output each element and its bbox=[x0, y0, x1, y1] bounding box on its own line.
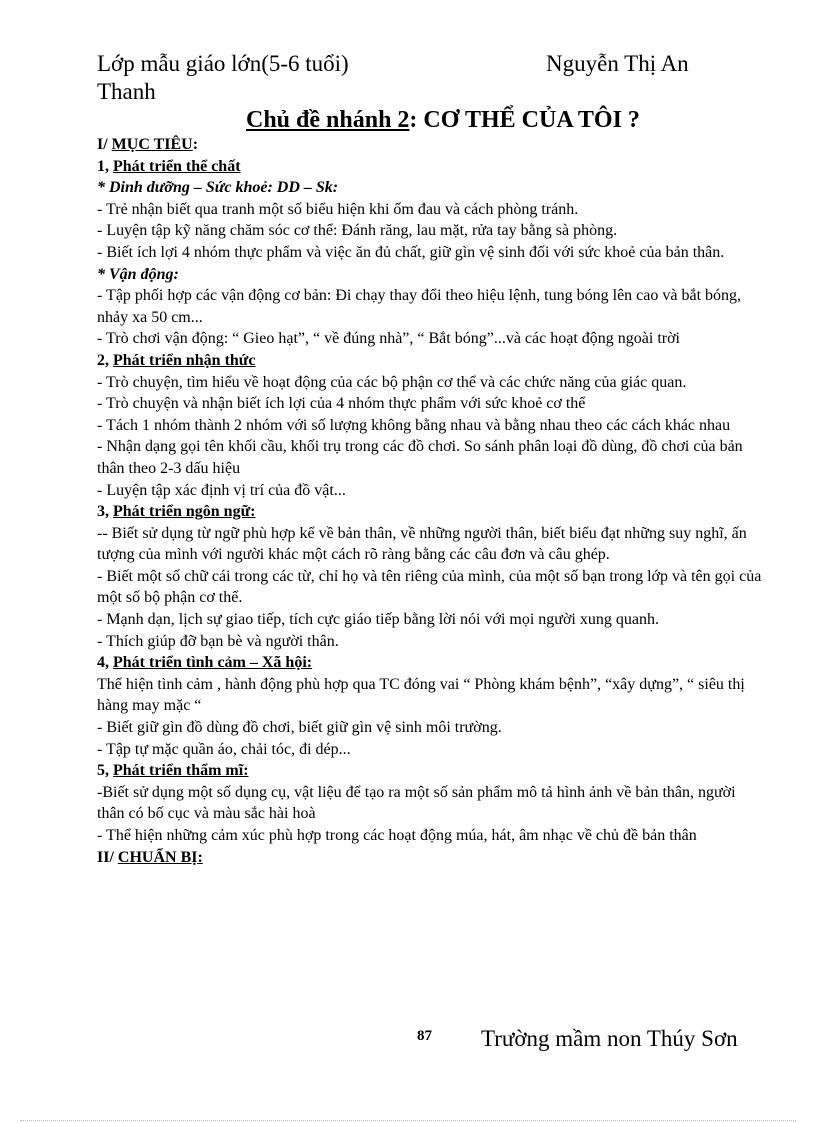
section-label: CHUẨN BỊ: bbox=[117, 848, 203, 866]
subsection-heading-cognitive bbox=[97, 350, 765, 372]
list-item: - Thể hiện những cảm xúc phù hợp trong các hoạt động múa, hát, âm nhạc về chủ đề bản thân bbox=[97, 827, 697, 844]
page-divider bbox=[20, 1120, 796, 1121]
subsection-heading-language bbox=[97, 501, 765, 523]
section-label: MỤC TIÊU bbox=[111, 136, 193, 153]
list-item: -Biết sử dụng một số dụng cụ, vật liệu để tạo ra một số sản phẩm mô tả hình ảnh về bản thân, người thân có bố cục và màu sắc hài hoà bbox=[97, 783, 736, 823]
list-item: - Tập phối hợp các vận động cơ bản: Đi chạy thay đổi theo hiệu lệnh, tung bóng lên cao và bắt bóng, nhảy xa 50 cm... bbox=[97, 287, 742, 326]
list-item: - Biết giữ gìn đồ dùng đồ chơi, biết giữ gìn vệ sinh môi trường. bbox=[97, 719, 502, 737]
subsection-number: 3, bbox=[97, 503, 113, 521]
subsection-label: Phát triển thẩm mĩ: bbox=[113, 762, 249, 780]
list-item: - Biết ích lợi 4 nhóm thực phẩm và việc ăn đủ chất, giữ gìn vệ sinh đối với sức khoẻ của bản thân. bbox=[97, 243, 725, 261]
subsection-heading-aesthetic bbox=[97, 760, 765, 782]
subsection-number: 1, bbox=[97, 157, 113, 175]
subsection-label: Phát triển ngôn ngữ: bbox=[113, 503, 256, 521]
subsection-number: 5, bbox=[97, 762, 113, 780]
subsection-label: Phát triển tình cảm – Xã hội: bbox=[113, 654, 313, 672]
list-item: - Tập tự mặc quần áo, chải tóc, đi dép... bbox=[97, 740, 351, 758]
list-item: - Trò chuyện, tìm hiểu về hoạt động của các bộ phận cơ thể và các chức năng của giác quan. bbox=[97, 373, 687, 391]
list-item: - Nhận dạng gọi tên khối cầu, khối trụ trong các đồ chơi. So sánh phân loại đồ dùng, đồ chơi của bản thân theo 2-3 dấu hiệu bbox=[97, 438, 743, 477]
section-heading-objectives bbox=[97, 134, 765, 156]
list-item: - Biết một số chữ cái trong các từ, chỉ họ và tên riêng của mình, của một số bạn trong lớp và tên gọi của một số bộ phận cơ thể. bbox=[97, 567, 762, 607]
subsection-number: 4, bbox=[97, 654, 113, 672]
document-body bbox=[97, 134, 765, 868]
list-item: - Thích giúp đỡ bạn bè và người thân. bbox=[97, 632, 339, 650]
teacher-name: Nguyễn Thị An bbox=[546, 51, 689, 76]
document-title bbox=[246, 105, 640, 135]
subsection-label: Phát triển thể chất bbox=[113, 157, 241, 175]
teacher-name-continued: Thanh bbox=[97, 79, 156, 104]
subsection-number: 2, bbox=[97, 351, 113, 369]
list-item: - Tách 1 nhóm thành 2 nhóm với số lượng không bằng nhau và bằng nhau theo các cách khác nhau bbox=[97, 416, 731, 434]
list-item: - Mạnh dạn, lịch sự giao tiếp, tích cực giáo tiếp bằng lời nói với mọi người xung quanh. bbox=[97, 611, 659, 629]
list-item: - Luyện tập kỹ năng chăm sóc cơ thể: Đánh răng, lau mặt, rửa tay bằng sà phòng. bbox=[97, 222, 618, 240]
list-item: - Trò chơi vận động: “ Gieo hạt”, “ về đúng nhà”, “ Bắt bóng”...và các hoạt động ngoài trời bbox=[97, 330, 680, 348]
list-item: - Trẻ nhận biết qua tranh một số biểu hiện khi ốm đau và cách phòng tránh. bbox=[97, 200, 579, 218]
list-item: -- Biết sử dụng từ ngữ phù hợp kể về bản thân, về những người thân, biết biểu đạt những suy nghĩ, ấn tượng của mình với người khác một cách rõ ràng bằng các câu đơn và câu ghép. bbox=[97, 524, 747, 564]
class-label: Lớp mẫu giáo lớn(5-6 tuổi) bbox=[97, 51, 349, 76]
list-item: Thể hiện tình cảm , hành động phù hợp qua TC đóng vai “ Phòng khám bệnh”, “xây dựng”, “ siêu thị hàng may mặc “ bbox=[97, 675, 745, 715]
list-item: - Trò chuyện và nhận biết ích lợi của 4 nhóm thực phẩm với sức khoẻ cơ thể bbox=[97, 395, 586, 413]
title-rest: : CƠ THỂ CỦA TÔI ? bbox=[409, 107, 640, 133]
section-roman: I/ bbox=[97, 136, 112, 153]
motor-heading: * Vận động: bbox=[97, 265, 179, 283]
title-prefix: Chủ đề nhánh 2 bbox=[246, 107, 410, 133]
section-tail: : bbox=[192, 136, 199, 153]
subsection-heading-physical bbox=[97, 156, 765, 178]
subsection-heading-emotional bbox=[97, 652, 765, 674]
section-roman: II/ bbox=[97, 848, 118, 866]
nutrition-heading: * Dinh dưỡng – Sức khoẻ: DD – Sk: bbox=[97, 179, 339, 197]
list-item: - Luyện tập xác định vị trí của đồ vật... bbox=[97, 481, 346, 499]
section-heading-preparation bbox=[97, 847, 765, 869]
school-name: Trường mầm non Thúy Sơn bbox=[481, 1026, 738, 1051]
page-number: 87 bbox=[417, 1028, 432, 1044]
subsection-label: Phát triển nhận thức bbox=[113, 351, 256, 369]
